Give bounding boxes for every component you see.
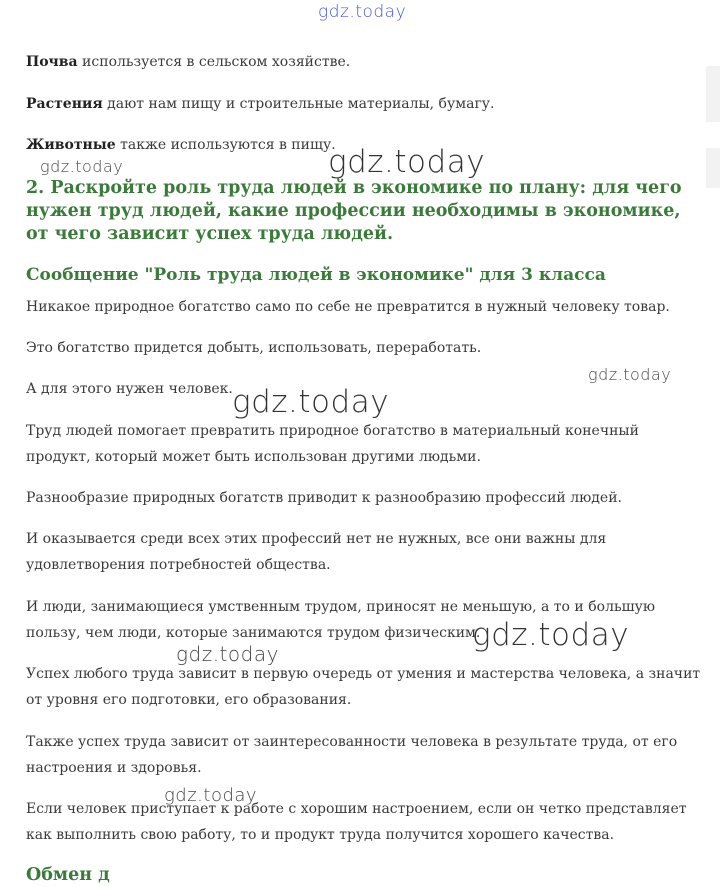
cut-top-line bbox=[26, 14, 356, 24]
paragraph-soil: Почва используется в сельском хозяйстве. bbox=[26, 54, 351, 70]
watermark: gdz.today bbox=[232, 384, 390, 420]
paragraph: Никакое природное богатство само по себе не превратится в нужный человеку товар. bbox=[26, 299, 670, 315]
paragraph: И оказывается среди всех этих профессий нет не нужных, все они важны для удовлетворения потребностей общества. bbox=[26, 531, 607, 573]
paragraph: Успех любого труда зависит в первую очередь от умения и мастерства человека, а значит от уровня его подготовки, его образования. bbox=[26, 666, 701, 708]
right-edge-bar bbox=[706, 66, 720, 122]
watermark: gdz.today bbox=[164, 785, 258, 806]
paragraph: Труд людей помогает превратить природное богатство в материальный конечный продукт, который может быть использован другими людьми. bbox=[26, 423, 639, 465]
paragraph: А для этого нужен человек. bbox=[26, 381, 233, 397]
watermark: gdz.today bbox=[176, 642, 279, 666]
paragraph: Если человек приступает к работе с хорошим настроением, если он четко представляет как выполнить свою работу, то и продукт труда получится хорошего качества. bbox=[26, 801, 687, 843]
paragraph-plants: Растения дают нам пищу и строительные материалы, бумагу. bbox=[26, 96, 495, 112]
watermark: gdz.today bbox=[328, 144, 486, 180]
watermark: gdz.today bbox=[40, 157, 124, 176]
watermark: gdz.today bbox=[588, 365, 672, 384]
paragraph: Разнообразие природных богатств приводит к разнообразию профессий людей. bbox=[26, 490, 622, 506]
paragraph-animals: Животные также используются в пищу. bbox=[26, 137, 336, 153]
watermark: gdz.today bbox=[472, 617, 630, 653]
watermark: gdz.today bbox=[318, 2, 407, 22]
paragraph: Также успех труда зависит от заинтересованности человека в результате труда, от его настроения и здоровья. bbox=[26, 734, 678, 776]
right-edge-bar bbox=[706, 148, 720, 188]
question-heading: 2. Раскройте роль труда людей в экономике по плану: для чего нужен труд людей, какие профессии необходимы в экономике, от чего зависит успех труда людей. bbox=[26, 178, 682, 244]
paragraph: И люди, занимающиеся умственным трудом, приносят не меньшую, а то и большую пользу, чем люди, которые занимаются трудом физическим. bbox=[26, 599, 656, 641]
paragraph: Это богатство придется добыть, использовать, переработать. bbox=[26, 340, 482, 356]
next-heading-cut: Обмен д bbox=[26, 865, 110, 885]
section-subheading: Сообщение "Роль труда людей в экономике" для 3 класса bbox=[26, 265, 606, 285]
